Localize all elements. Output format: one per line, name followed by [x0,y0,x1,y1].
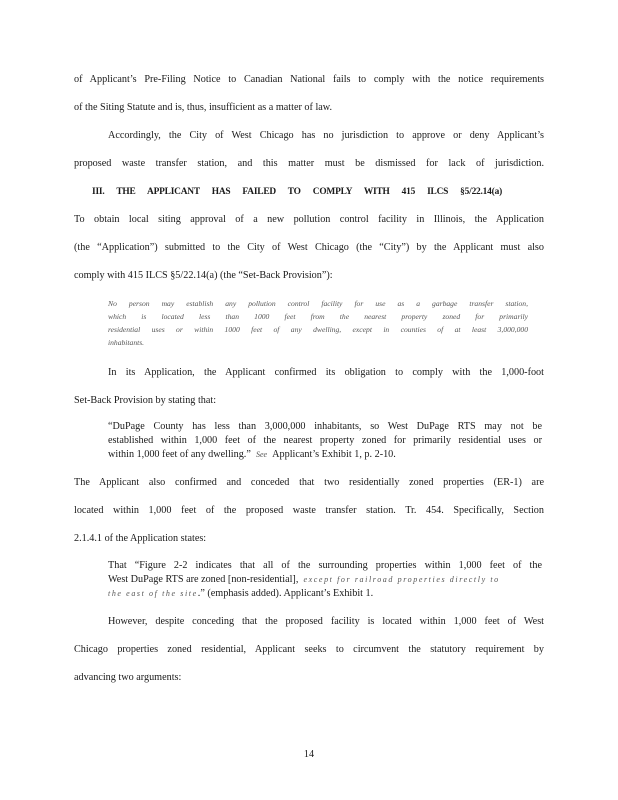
body-line-7: comply with 415 ILCS §5/22.14(a) (the “Set-Back Provision”): [74,270,333,281]
quote-text: within 1,000 feet of any dwelling.” [108,449,251,460]
quote-line: established within 1,000 feet of the nearest property zoned for primarily residential uses or [108,435,542,446]
body-line-14: Chicago properties zoned residential, Applicant seeks to circumvent the statutory requirement by [74,644,544,655]
body-line-11: located within 1,000 feet of the proposed waste transfer station. Tr. 454. Specifically, Section [74,505,544,516]
body-line-1: of Applicant’s Pre-Filing Notice to Canadian National fails to comply with the notice requirements [74,74,544,85]
quote-line [108,574,542,586]
body-line-5: To obtain local siting approval of a new pollution control facility in Illinois, the Application [74,214,544,225]
statute-quote-line: which is located less than 1000 feet from the nearest property zoned for primarily [108,312,528,321]
body-line-4: proposed waste transfer station, and this matter must be dismissed for lack of jurisdiction. [74,158,544,169]
body-line-12: 2.1.4.1 of the Application states: [74,533,207,544]
body-line-8: In its Application, the Applicant confirmed its obligation to comply with the 1,000-foot [108,367,544,378]
emphasized-text: the east of the site [108,589,198,598]
quote-text: West DuPage RTS are zoned [non-residential], [108,574,299,585]
statute-quote [108,297,528,349]
quote-line [108,588,542,600]
body-line-10: The Applicant also confirmed and conceded that two residentially zoned properties (ER-1) are [74,477,544,488]
body-line-9: Set-Back Provision by stating that: [74,395,217,406]
statute-quote-line: residential uses or within 1000 feet of any dwelling, except in counties of at least 3,000,000 [108,325,528,334]
statute-quote-line: inhabitants. [108,338,145,347]
body-line-15: advancing two arguments: [74,672,182,683]
page-number: 14 [303,749,315,760]
exhibit-citation: Applicant’s Exhibit 1, p. 2-10. [272,449,396,460]
section-heading: III. THE APPLICANT HAS FAILED TO COMPLY WITH 415 ILCS §5/22.14(a) [92,187,502,197]
statute-quote-line: No person may establish any pollution control facility for use as a garbage transfer station, [108,299,528,308]
see-signal: See [255,450,268,459]
quote-line: “DuPage County has less than 3,000,000 inhabitants, so West DuPage RTS may not be [108,421,542,432]
quote-text: .” (emphasis added). Applicant’s Exhibit 1. [197,588,374,599]
body-line-13: However, despite conceding that the proposed facility is located within 1,000 feet of West [108,616,544,627]
emphasized-text: except for railroad properties directly to [303,575,500,584]
quote-line: That “Figure 2-2 indicates that all of the surrounding properties within 1,000 feet of the [108,560,542,571]
body-line-3: Accordingly, the City of West Chicago has no jurisdiction to approve or deny Applicant’s [108,130,544,141]
quote-line [108,449,542,461]
body-line-2: of the Siting Statute and is, thus, insufficient as a matter of law. [74,102,333,113]
body-line-6: (the “Application”) submitted to the City of West Chicago (the “City”) by the Applicant must also [74,242,544,253]
